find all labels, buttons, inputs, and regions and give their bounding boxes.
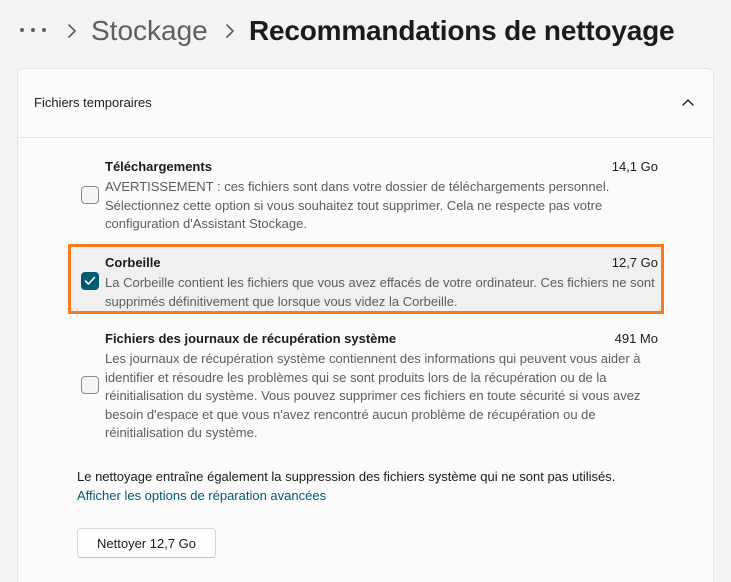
item-size: 14,1 Go [611, 159, 658, 174]
item-size: 12,7 Go [611, 255, 658, 270]
item-title: Fichiers des journaux de récupération système [105, 331, 397, 346]
section-header[interactable] [18, 69, 713, 138]
recycle-bin-checkbox[interactable] [81, 272, 99, 290]
downloads-checkbox[interactable] [81, 186, 99, 204]
advanced-repair-options-link[interactable]: Afficher les options de réparation avancées [77, 488, 327, 503]
cleanup-note: Le nettoyage entraîne également la suppression des fichiers système qui ne sont pas utilisés. [77, 469, 616, 484]
chevron-right-icon [223, 22, 237, 40]
temporary-files-card [17, 68, 714, 582]
list-item-system-recovery-logs [78, 331, 658, 446]
page-title: Recommandations de nettoyage [249, 15, 675, 46]
item-description: Les journaux de récupération système contiennent des informations qui peuvent vous aider à identifier et résoudre les problèmes qui se sont produits lors de la récupération ou de la réinitialisation du système. Vous pouvez supprimer ces fichiers en toute sécurité si vous avez besoin d'espace et que vous n'avez rencontré aucun problème de récupération ou de réinitialisation du système. [105, 351, 641, 440]
chevron-right-icon [65, 22, 79, 40]
more-icon-dot [42, 28, 46, 32]
clean-button[interactable]: Nettoyer 12,7 Go [77, 528, 216, 558]
breadcrumb-parent[interactable]: Stockage [91, 15, 208, 46]
item-title: Téléchargements [105, 159, 212, 174]
list-item-downloads [78, 159, 658, 234]
item-title: Corbeille [105, 255, 161, 270]
more-icon-dot [20, 28, 24, 32]
more-icon[interactable] [20, 20, 46, 40]
header [0, 0, 731, 64]
list-item-recycle-bin [78, 255, 658, 307]
item-description: AVERTISSEMENT : ces fichiers sont dans votre dossier de téléchargements personnel. Sélectionnez cette option si vous souhaitez tout supprimer. Cela ne respecte pas votre configuration d'Assistant Stockage. [105, 179, 610, 231]
section-title: Fichiers temporaires [34, 95, 152, 110]
chevron-up-icon[interactable] [681, 97, 695, 107]
item-description: La Corbeille contient les fichiers que vous avez effacés de votre ordinateur. Ces fichiers ne sont supprimés définitivement que lorsque vous videz la Corbeille. [105, 275, 655, 309]
item-size: 491 Mo [614, 331, 658, 346]
more-icon-dot [31, 28, 35, 32]
checkmark-icon [84, 276, 96, 286]
recovery-logs-checkbox[interactable] [81, 376, 99, 394]
